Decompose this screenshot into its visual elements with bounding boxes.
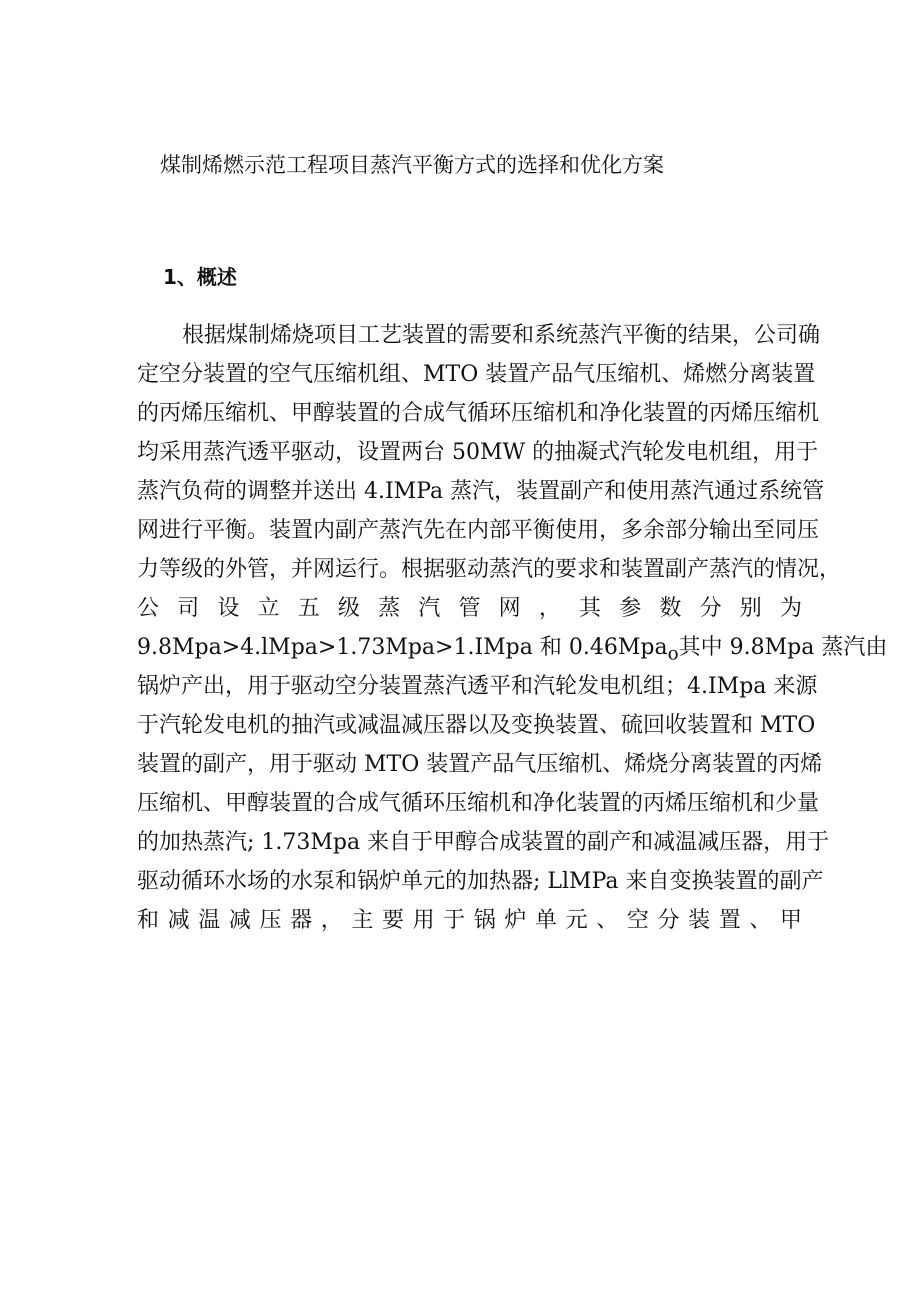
paragraph-line: 公司设立五级蒸汽管网，其参数分别为	[137, 596, 802, 621]
section-heading: 1、概述	[163, 265, 237, 289]
subscript-mark: o	[667, 643, 679, 665]
body-paragraph	[137, 316, 888, 940]
paragraph-line: 定空分装置的空气压缩机组、MTO 装置产品气压缩机、烯燃分离装置	[137, 362, 816, 387]
paragraph-line: 和减温减压器，主要用于锅炉单元、空分装置、甲	[137, 908, 802, 933]
paragraph-line: 根据煤制烯烧项目工艺装置的需要和系统蒸汽平衡的结果，公司确	[182, 323, 821, 348]
paragraph-line: 的丙烯压缩机、甲醇装置的合成气循环压缩机和净化装置的丙烯压缩机	[137, 401, 820, 426]
paragraph-line: 驱动循环水场的水泵和锅炉单元的加热器; LlMPa 来自变换装置的副产	[137, 869, 824, 894]
paragraph-line-with-subscript	[137, 628, 888, 667]
paragraph-line: 均采用蒸汽透平驱动，设置两台 50MW 的抽凝式汽轮发电机组，用于	[137, 440, 819, 465]
paragraph-line: 力等级的外管，并网运行。根据驱动蒸汽的要求和装置副产蒸汽的情况，	[137, 557, 842, 582]
pressure-levels-tail: 其中 9.8Mpa 蒸汽由	[678, 635, 888, 660]
paragraph-line: 的加热蒸汽; 1.73Mpa 来自于甲醇合成装置的副产和减温减压器，用于	[137, 830, 830, 855]
paragraph-line: 压缩机、甲醇装置的合成气循环压缩机和净化装置的丙烯压缩机和少量	[137, 791, 820, 816]
pressure-levels-text: 9.8Mpa>4.lMpa>1.73Mpa>1.IMpa 和 0.46Mpa	[137, 635, 668, 660]
paragraph-line: 锅炉产出，用于驱动空分装置蒸汽透平和汽轮发电机组；4.IMpa 来源	[137, 674, 818, 699]
document-title: 煤制烯燃示范工程项目蒸汽平衡方式的选择和优化方案	[160, 153, 664, 177]
paragraph-line: 装置的副产，用于驱动 MTO 装置产品气压缩机、烯烧分离装置的丙烯	[137, 752, 823, 777]
paragraph-line: 蒸汽负荷的调整并送出 4.IMPa 蒸汽，装置副产和使用蒸汽通过系统管	[137, 479, 825, 504]
paragraph-line: 于汽轮发电机的抽汽或减温减压器以及变换装置、硫回收装置和 MTO	[137, 713, 816, 738]
paragraph-line: 网进行平衡。装置内副产蒸汽先在内部平衡使用，多余部分输出至同压	[137, 518, 820, 543]
